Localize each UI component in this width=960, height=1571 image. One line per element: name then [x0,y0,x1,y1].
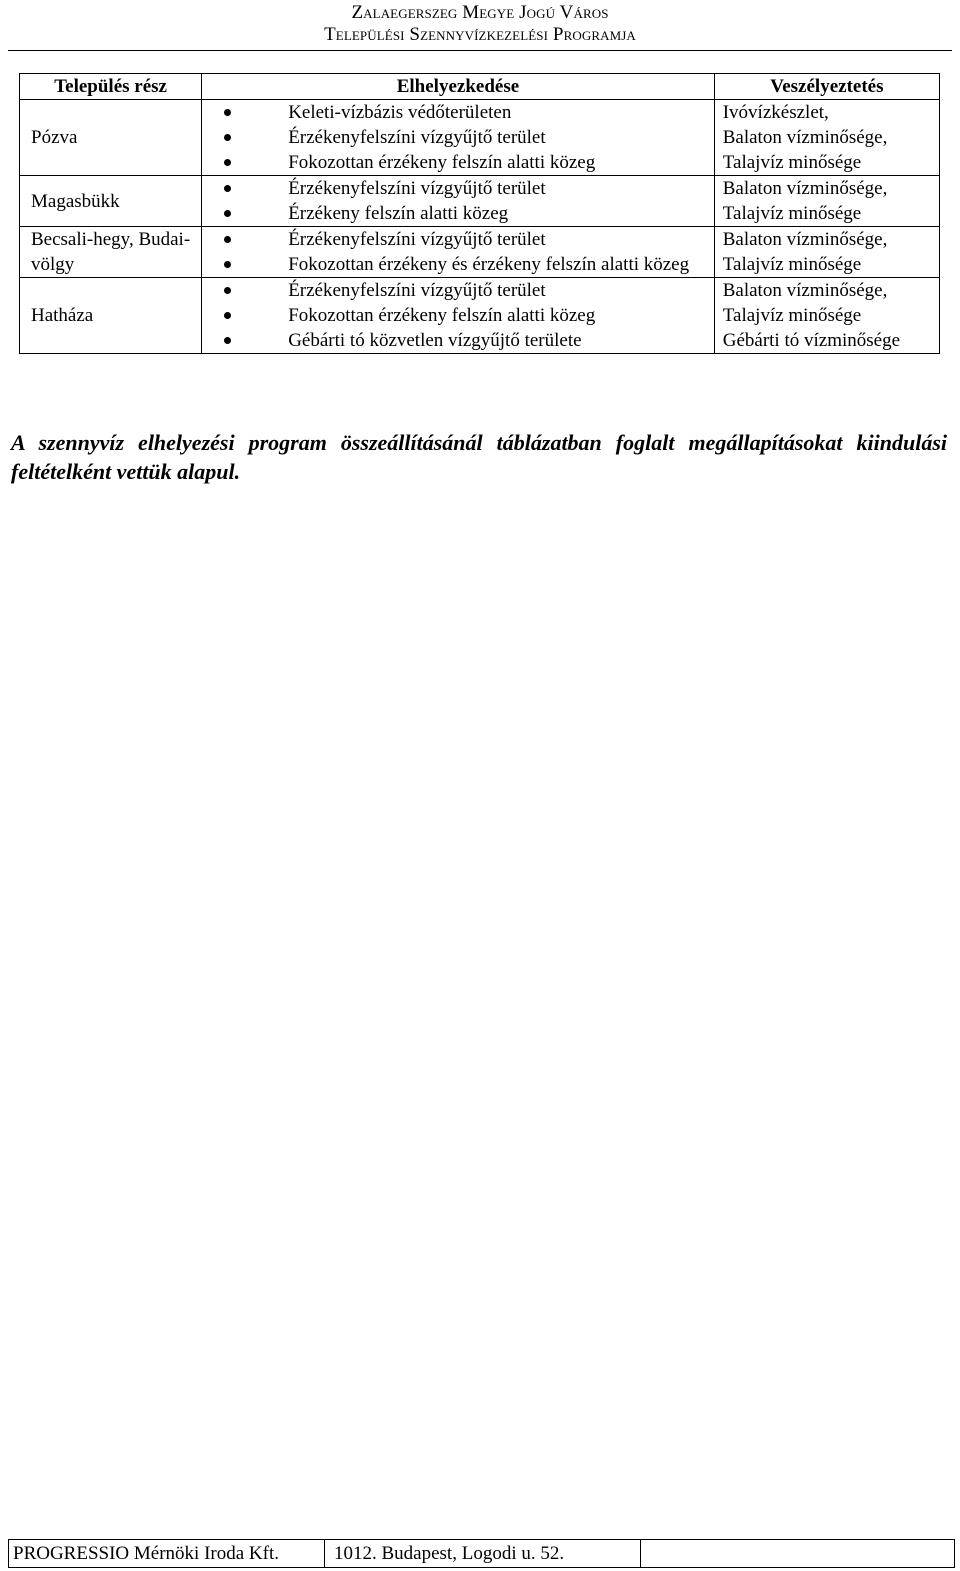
risk-cell [714,278,939,354]
bullet-icon [224,185,231,192]
place-cell: Pózva [20,100,202,176]
list-item [202,176,704,201]
bullet-icon [224,337,231,344]
location-cell [202,176,715,227]
risk-text: Balaton vízminősége, [722,229,888,250]
column-header-place: Település rész [20,74,202,100]
column-header-location: Elhelyezkedése [202,74,715,100]
bullet-icon [224,312,231,319]
header-subtitle: Települési Szennyvízkezelési Programja [324,24,636,45]
location-cell [202,278,715,354]
column-header-risk: Veszélyeztetés [714,74,939,100]
risk-cell [714,100,939,176]
location-text: Érzékenyfelszíni vízgyűjtő terület [288,127,546,148]
place-cell: Magasbükk [20,176,202,227]
page-footer [8,1539,955,1568]
location-text: Fokozottan érzékeny felszín alatti közeg [288,305,596,326]
list-item [202,100,704,125]
location-text: Érzékenyfelszíni vízgyűjtő terület [288,280,546,301]
bullet-icon [224,261,231,268]
risk-text: Talajvíz minősége [722,305,862,326]
bullet-icon [224,210,231,217]
location-text: Fokozottan érzékeny felszín alatti közeg [288,152,596,173]
footer-empty-cell [641,1540,954,1567]
footer-address: 1012. Budapest, Logodi u. 52. [325,1540,641,1567]
location-text: Érzékenyfelszíni vízgyűjtő terület [288,229,546,250]
risk-text: Talajvíz minősége [722,203,862,224]
bullet-icon [224,159,231,166]
location-cell [202,227,715,278]
risk-text: Talajvíz minősége [722,152,862,173]
location-list [202,100,704,175]
risk-text: Balaton vízminősége, [722,127,888,148]
risk-text: Ivóvízkészlet, [722,102,829,123]
risk-cell [714,176,939,227]
bullet-icon [224,109,231,116]
risk-table [19,73,940,354]
bullet-icon [224,287,231,294]
location-text: Érzékeny felszín alatti közeg [288,203,509,224]
footer-company: PROGRESSIO Mérnöki Iroda Kft. [9,1540,325,1567]
location-text: Fokozottan érzékeny és érzékeny felszín alatti közeg [288,254,690,275]
table-row [20,100,940,176]
list-item [202,328,704,353]
table-row [20,227,940,278]
place-cell: Becsali-hegy, Budai-völgy [20,227,202,278]
location-text: Keleti-vízbázis védőterületen [288,102,512,123]
risk-cell [714,227,939,278]
list-item [202,201,704,226]
bullet-icon [224,134,231,141]
list-item [202,227,704,252]
location-list [202,227,704,277]
risk-text: Gébárti tó vízminősége [722,330,901,351]
list-item [202,125,704,150]
table-row [20,176,940,227]
table-header-row [20,74,940,100]
header-title: Zalaegerszeg Megye Jogú Város [351,2,609,23]
page-header [8,0,952,51]
list-item [202,278,704,303]
list-item [202,252,704,277]
table-row [20,278,940,354]
list-item [202,303,704,328]
list-item [202,150,704,175]
risk-text: Talajvíz minősége [722,254,862,275]
risk-text: Balaton vízminősége, [722,178,888,199]
location-list [202,278,704,353]
location-list [202,176,704,226]
location-text: Gébárti tó közvetlen vízgyűjtő területe [288,330,582,351]
risk-text: Balaton vízminősége, [722,280,888,301]
bullet-icon [224,236,231,243]
place-cell: Hatháza [20,278,202,354]
conclusion-paragraph: A szennyvíz elhelyezési program összeállításánál táblázatban foglalt megállapításokat kiindulási feltételként vettük alapul. [11,430,947,484]
location-text: Érzékenyfelszíni vízgyűjtő terület [288,178,546,199]
location-cell [202,100,715,176]
